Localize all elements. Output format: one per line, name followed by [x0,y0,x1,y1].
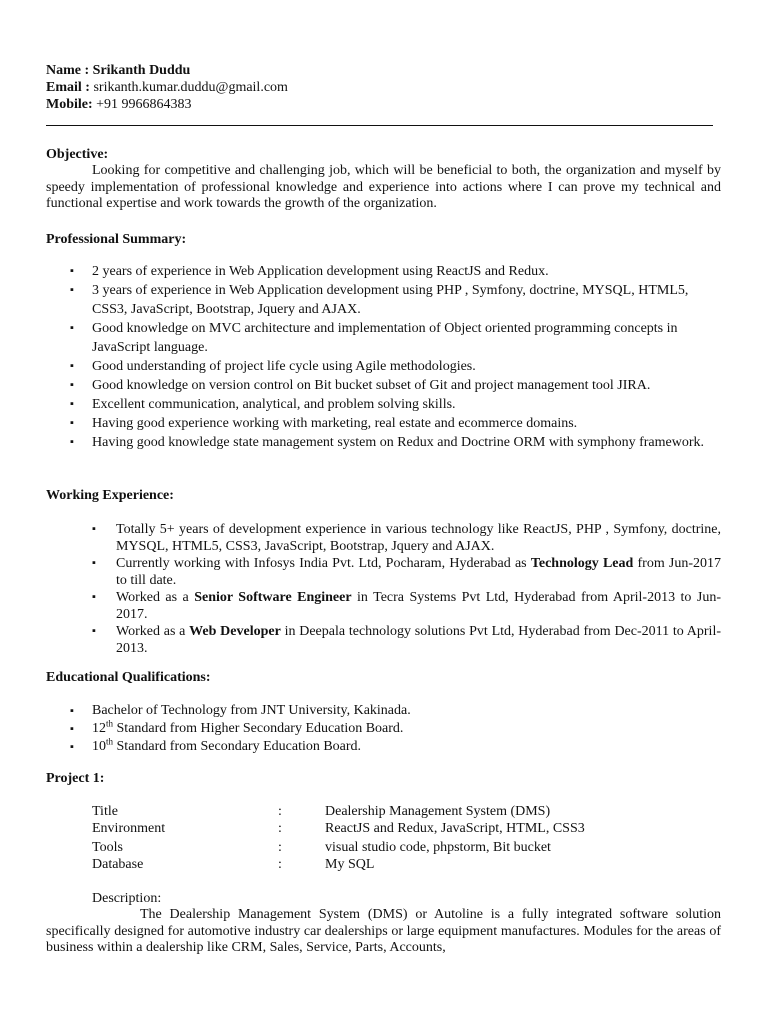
project-tools-label: Tools [92,840,123,855]
project-database-sep: : [278,857,282,872]
project-tools-sep: : [278,840,282,855]
project-database-value: My SQL [325,857,375,872]
email-value[interactable]: srikanth.kumar.duddu@gmail.com [93,80,288,95]
list-item: ▪ Good understanding of project life cycle using Agile methodologies. [92,357,712,376]
list-item: ▪ Having good experience working with marketing, real estate and ecommerce domains. [92,414,712,433]
project-title-sep: : [278,804,282,819]
summary-list [92,262,712,452]
experience-heading: Working Experience: [46,488,174,503]
name-line [46,62,190,79]
project-title-label: Title [92,804,118,819]
education-list [92,702,712,756]
candidate-name: Srikanth Duddu [92,63,191,78]
list-item: ▪ Worked as a Web Developer in Deepala technology solutions Pvt Ltd, Hyderabad from Dec-2011 to April-2013. [116,623,721,657]
list-item: ▪ Excellent communication, analytical, and problem solving skills. [92,395,712,414]
list-item: ▪ Having good knowledge state management system on Redux and Doctrine ORM with symphony framework. [92,433,712,452]
list-item: ▪ 10th Standard from Secondary Education Board. [92,738,712,756]
project-tools-value: visual studio code, phpstorm, Bit bucket [325,840,551,855]
list-item: ▪ Bachelor of Technology from JNT University, Kakinada. [92,702,712,720]
objective-text: Looking for competitive and challenging job, which will be beneficial to both, the organization and myself by speedy implementation of professional knowledge and experience into actions where I can prove my technical and functional expertise and work towards the growth of the organization. [46,163,721,211]
summary-heading: Professional Summary: [46,232,187,247]
mobile-value: +91 9966864383 [96,97,192,112]
list-item: ▪ Totally 5+ years of development experience in various technology like ReactJS, PHP , Symfony, doctrine, MYSQL, HTML5, CSS3, JavaScript, Bootstrap, Jquery and AJAX. [116,521,721,555]
project-title-value: Dealership Management System (DMS) [325,804,551,819]
mobile-line [46,96,192,113]
email-label: Email : [46,80,90,95]
objective-heading: Objective: [46,147,109,162]
project-heading: Project 1: [46,771,105,786]
list-item: ▪ 3 years of experience in Web Application development using PHP , Symfony, doctrine, MYSQL, HTML5, CSS3, JavaScript, Bootstrap, Jquery and AJAX. [92,281,712,319]
education-heading: Educational Qualifications: [46,670,211,685]
project-description: The Dealership Management System (DMS) or Autoline is a fully integrated software solution specifically designed for automotive industry car dealerships or large equipment manufactures. Modules for the areas of business within a dealership like CRM, Sales, Service, Parts, Accounts, [46,907,721,955]
list-item: ▪ Currently working with Infosys India Pvt. Ltd, Pocharam, Hyderabad as Technology Lead from Jun-2017 to till date. [116,555,721,589]
project-database-label: Database [92,857,144,872]
project-description-label: Description: [92,891,162,906]
mobile-label: Mobile: [46,97,93,112]
experience-list [116,521,721,657]
list-item: ▪ 2 years of experience in Web Application development using ReactJS and Redux. [92,262,712,281]
list-item: ▪ 12th Standard from Higher Secondary Education Board. [92,720,712,738]
name-label: Name : [46,63,93,78]
project-environment-sep: : [278,821,282,836]
project-environment-value: ReactJS and Redux, JavaScript, HTML, CSS3 [325,821,585,836]
header-divider [46,125,713,126]
list-item: ▪ Good knowledge on MVC architecture and implementation of Object oriented programming concepts in JavaScript language. [92,319,712,357]
project-environment-label: Environment [92,821,166,836]
email-line [46,79,288,96]
list-item: ▪ Worked as a Senior Software Engineer in Tecra Systems Pvt Ltd, Hyderabad from April-2013 to Jun-2017. [116,589,721,623]
list-item: ▪ Good knowledge on version control on Bit bucket subset of Git and project management tool JIRA. [92,376,712,395]
